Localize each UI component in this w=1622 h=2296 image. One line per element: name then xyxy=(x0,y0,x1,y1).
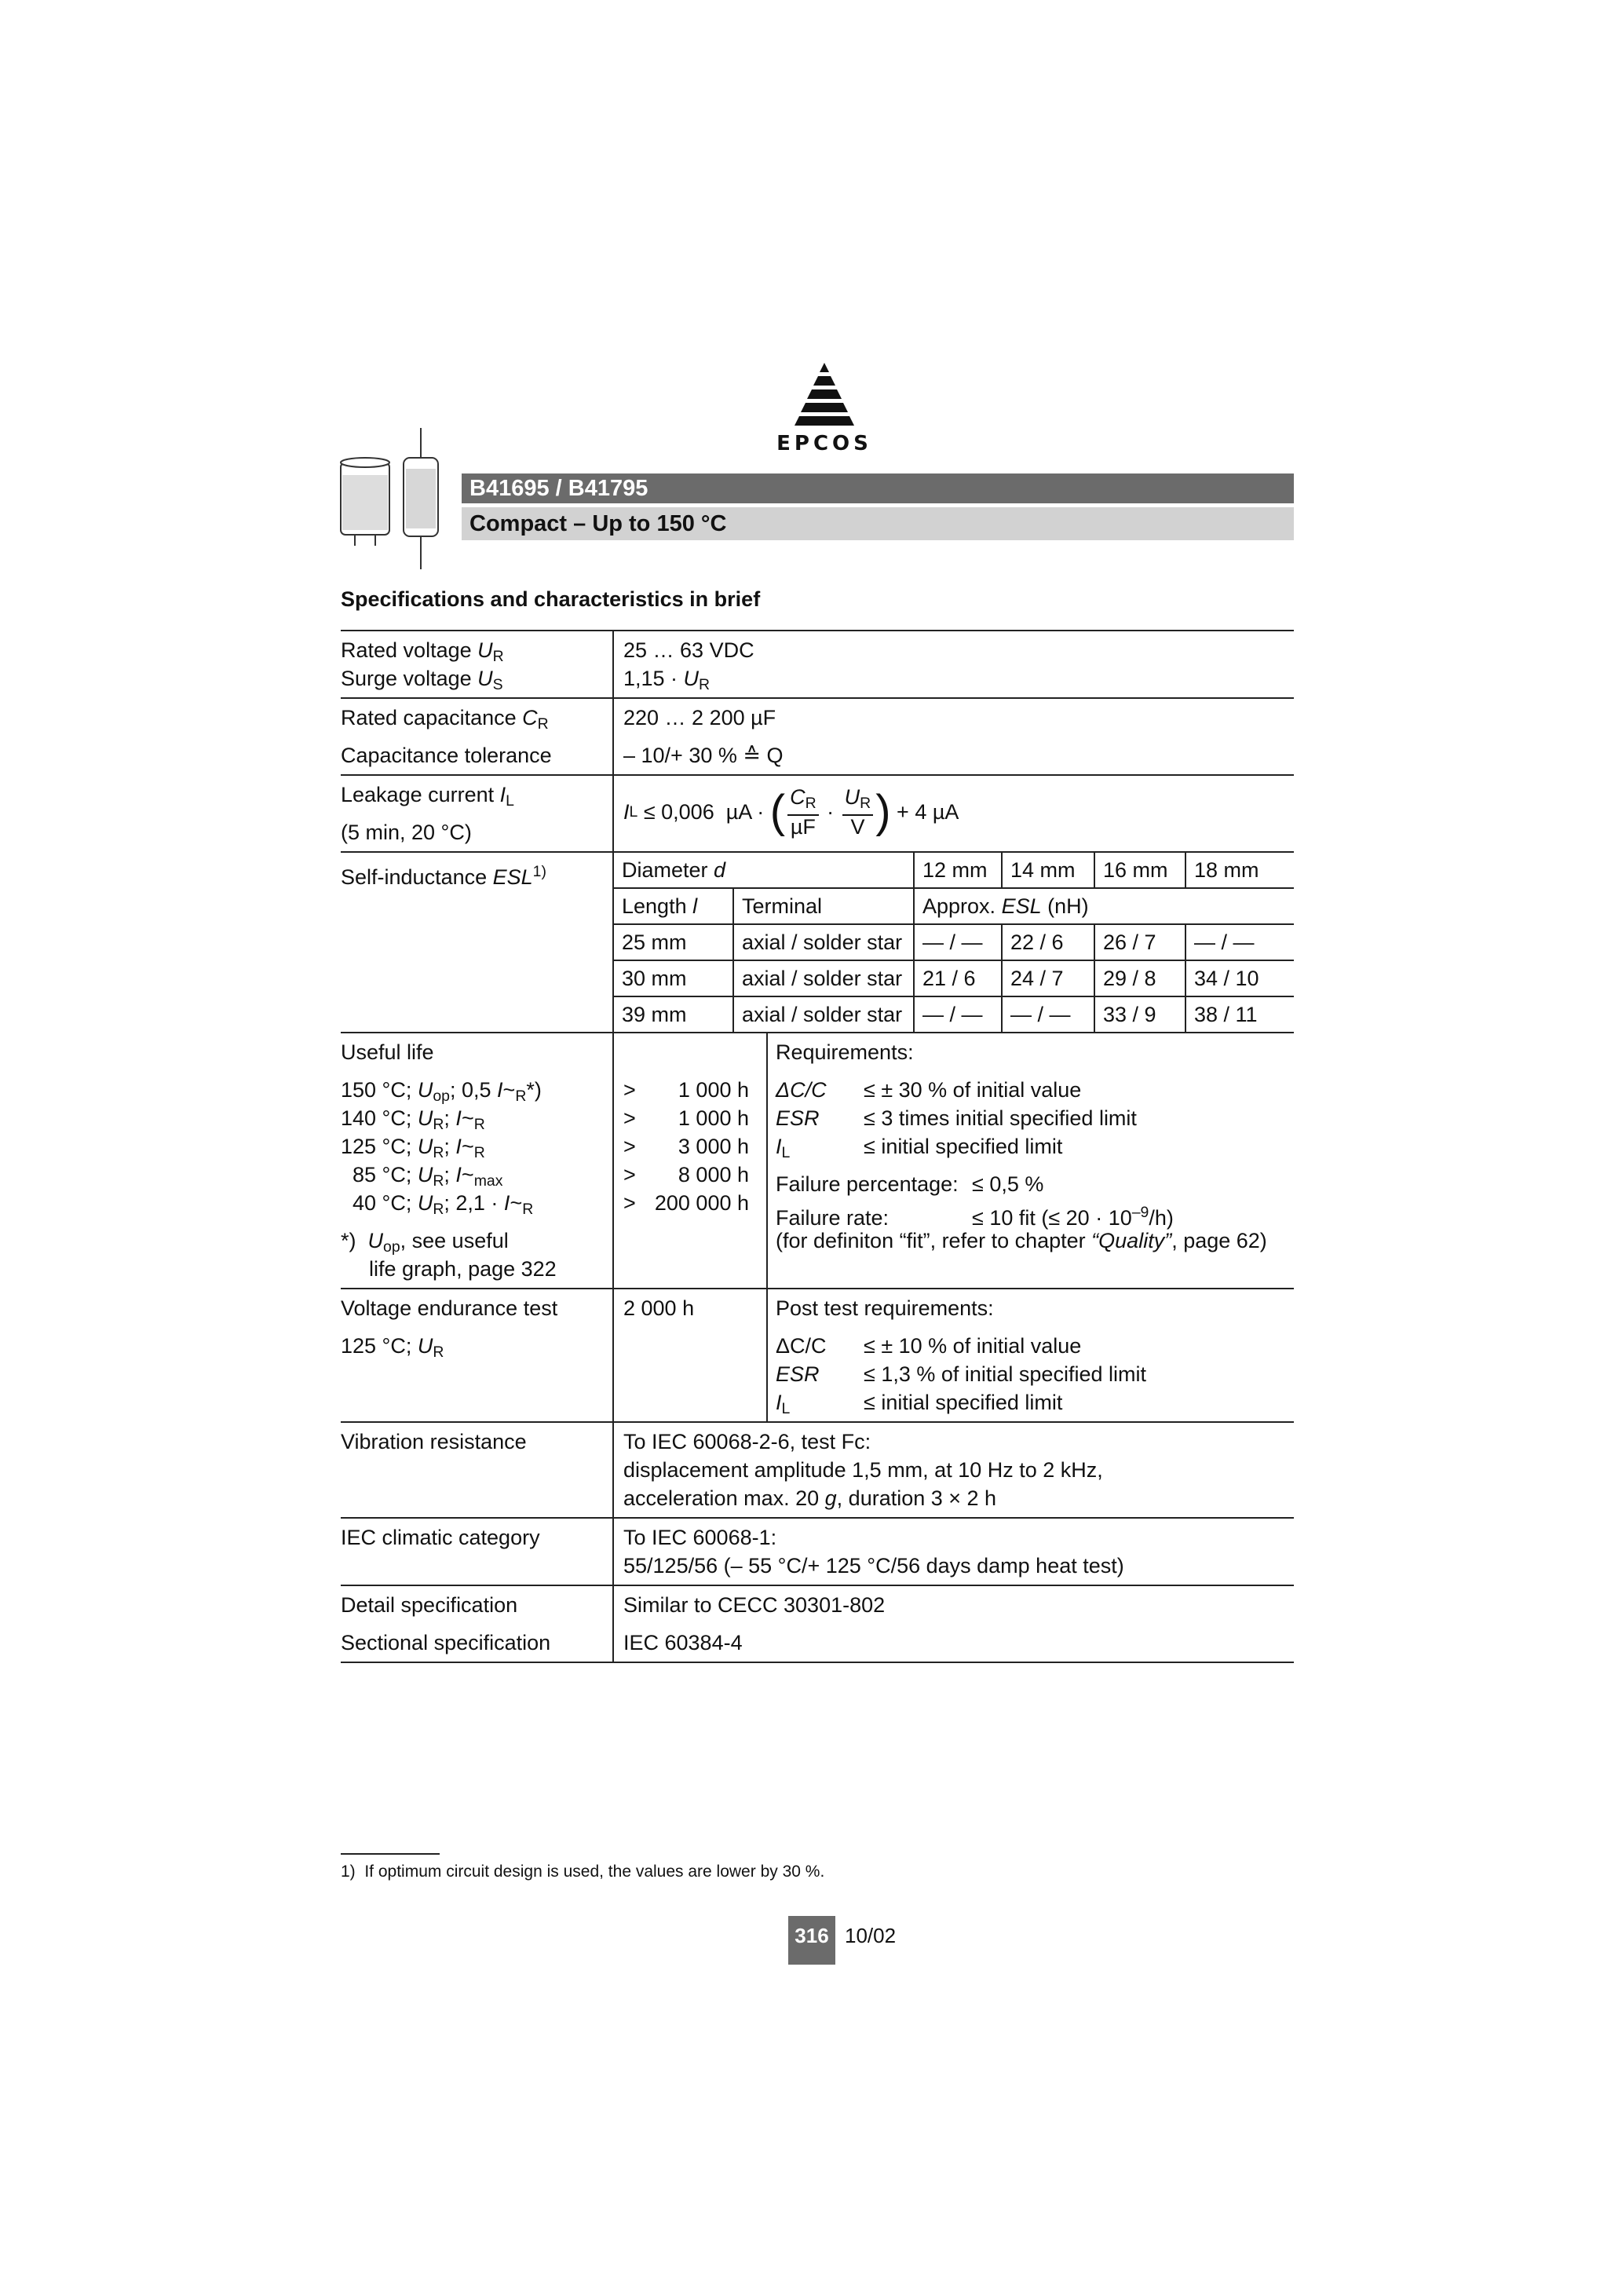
rated-capacitance-value: 220 … 2 200 µF xyxy=(623,706,776,729)
leakage-formula: I L ≤ 0,006 µA · ( $\frac{C_R}{\text{µF}}$ · $\frac{U_R}{V}$ ) + 4 µA xyxy=(623,785,959,839)
footnote-divider xyxy=(341,1853,440,1855)
page-number: 316 xyxy=(788,1916,835,1965)
section-title: Specifications and characteristics in brief xyxy=(341,587,761,611)
epcos-pyramid-icon xyxy=(793,363,856,429)
spec-row-esl: Self-inductance ESL$^{1)}$ Diameter d 12 mm 14 mm 16 mm 18 mm Length l Terminal Approx. ESL (nH) 25 mm axial / solder star — / — 22 / 6 26 / 7 — / — 30 mm axial / solder star 21 / 6 24 / 7 29 / 8 34 / 10 39 mm axial / solder star — / — — / — 33 / 9 38 / 11 xyxy=(341,853,1294,1033)
spec-row-useful-life: Useful life 150 °C; $U_{op}$; 0,5 $I\sim_R*$) 140 °C; $U_R$; $I\sim_R$ 125 °C; $U_R$; $I\sim_R$ 85 °C; $U_R$; $I\sim_{max}$ 40 °C; $U_R$; $2,1 \cdot I\sim_R$ *) $U_{op}$, see useful life graph, page 322 > 1 000 h > 1 000 h > 3 000 h > 8 000 h > 200 000 h Requirements: ΔC/C ≤ ± 30 % of initial value ESR ≤ 3 times initial specified limit $I_L$ ≤ initial specified limit Failure percentage: ≤ 0,5 % Failure rate: ≤ 10 fit (≤ $20 \cdot 10^{-9}/h$) (for definiton “fit”, refer to chapter “Quality”, page 62) xyxy=(341,1033,1294,1289)
spec-row-voltage-endurance: Voltage endurance test 125 °C; $U_R$ 2 000 h Post test requirements: ΔC/C ≤ ± 10 % of initial value ESR ≤ 1,3 % of initial specified limit $I_L$ ≤ initial specified limit xyxy=(341,1289,1294,1423)
capacitance-tolerance-value: – 10/+ 30 % ≙ Q xyxy=(623,744,784,767)
voltage-endurance-hours: 2 000 h xyxy=(623,1296,695,1320)
footnote: 1) If optimum circuit design is used, the values are lower by 30 %. xyxy=(341,1863,825,1881)
spec-row-specifications: Detail specification Sectional specification Similar to CECC 30301-802 IEC 60384-4 xyxy=(341,1586,1294,1663)
page-date: 10/02 xyxy=(845,1924,897,1947)
subtitle-bar: Compact – Up to 150 °C xyxy=(462,507,1294,540)
spec-row-capacitance: Rated capacitance $C_R$ Capacitance tolerance 220 … 2 200 µF – 10/+ 30 % ≙ Q xyxy=(341,699,1294,776)
esl-table: Diameter d 12 mm 14 mm 16 mm 18 mm Length l Terminal Approx. ESL (nH) 25 mm axial / solder star — / — 22 / 6 26 / 7 — / — 30 mm axial / solder star 21 / 6 24 / 7 29 / 8 34 / 10 39 mm axial / solder star — / — — / — 33 / 9 38 / 11 xyxy=(614,853,1294,1032)
capacitor-illustration xyxy=(336,428,454,569)
spec-row-voltage: Rated voltage $U_R$ Surge voltage $U_S$ 25 … 63 VDC $1,15 \cdot U_R$ xyxy=(341,630,1294,699)
useful-life-requirements: Requirements: ΔC/C ≤ ± 30 % of initial value ESR ≤ 3 times initial specified limit $I_L$ ≤ initial specified limit Failure percentage: ≤ 0,5 % Failure rate: ≤ 10 fit (≤ $20 \cdot 10^{-9}/h$) (for definiton “fit”, refer to chapter “Quality”, page 62) xyxy=(776,1040,1267,1252)
voltage-endurance-requirements: Post test requirements: ΔC/C ≤ ± 10 % of initial value ESR ≤ 1,3 % of initial specified limit $I_L$ ≤ initial specified limit xyxy=(776,1296,1146,1417)
useful-life-hours: > 1 000 h > 1 000 h > 3 000 h > 8 000 h > 200 000 h xyxy=(614,1033,768,1288)
table-row: 30 mm axial / solder star 21 / 6 24 / 7 29 / 8 34 / 10 xyxy=(614,960,1294,996)
spec-row-vibration: Vibration resistance To IEC 60068-2-6, test Fc: displacement amplitude 1,5 mm, at 10 Hz to 2 kHz, acceleration max. 20 g, duration 3 × 2 h xyxy=(341,1423,1294,1519)
spec-row-climatic: IEC climatic category To IEC 60068-1: 55/125/56 (– 55 °C/+ 125 °C/56 days damp heat test) xyxy=(341,1519,1294,1586)
spec-row-leakage: Leakage current $I_L$ (5 min, 20 °C) I L ≤ 0,006 µA · ( $\frac{C_R}{\text{µF}}$ · $\frac{U_R}{V}$ ) + 4 µA xyxy=(341,776,1294,853)
rated-voltage-value: 25 … 63 VDC xyxy=(623,638,754,662)
table-row: 25 mm axial / solder star — / — 22 / 6 26 / 7 — / — xyxy=(614,924,1294,960)
surge-voltage-value: $1,15 \cdot U_R$ xyxy=(623,667,711,693)
epcos-logo xyxy=(762,363,887,455)
part-number-bar: B41695 / B41795 xyxy=(462,473,1294,503)
brand-name: EPCOS xyxy=(776,432,872,455)
spec-table xyxy=(341,630,1294,1663)
table-row: 39 mm axial / solder star — / — — / — 33 / 9 38 / 11 xyxy=(614,996,1294,1032)
